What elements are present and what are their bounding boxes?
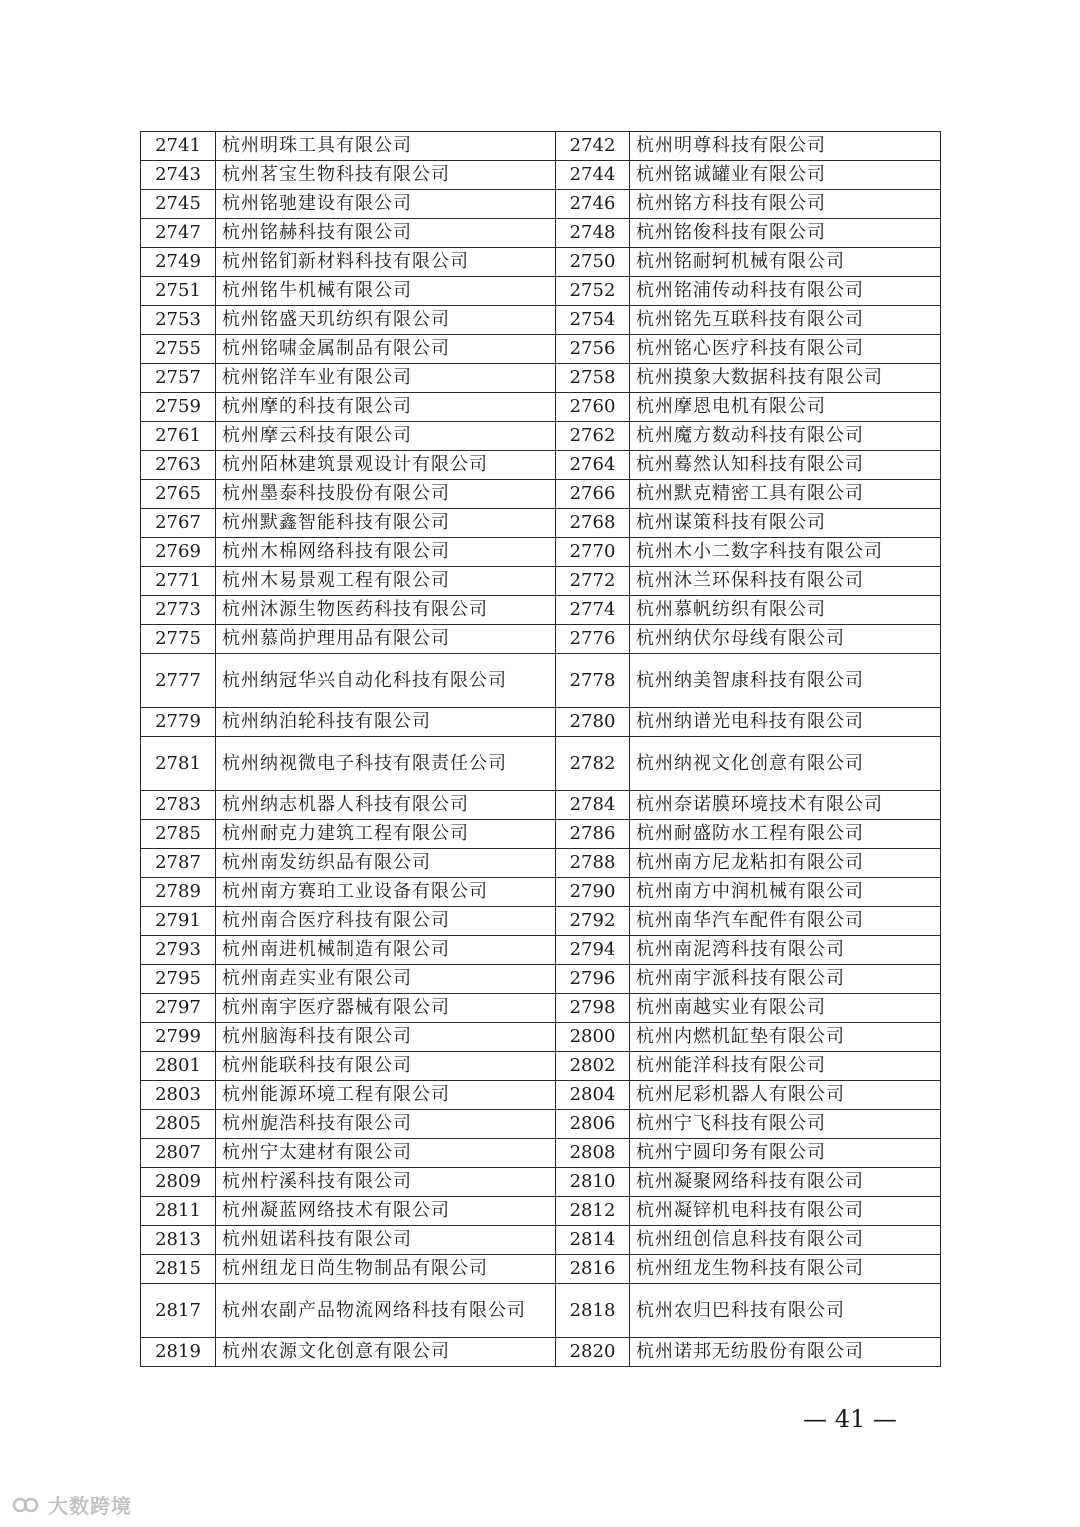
serial-number-cell: 2778 [556, 654, 630, 708]
company-list-body [141, 132, 941, 1367]
company-name-cell: 杭州南进机械制造有限公司 [216, 936, 556, 965]
table-row [141, 335, 941, 364]
serial-number-cell: 2756 [556, 335, 630, 364]
table-row [141, 1338, 941, 1367]
serial-number-cell: 2815 [141, 1255, 216, 1284]
company-name-cell: 杭州铭钔新材料科技有限公司 [216, 248, 556, 277]
serial-number-cell: 2757 [141, 364, 216, 393]
page-number: — 41 — [803, 1405, 897, 1433]
company-name-cell: 杭州沐源生物医药科技有限公司 [216, 596, 556, 625]
table-row [141, 306, 941, 335]
serial-number-cell: 2763 [141, 451, 216, 480]
serial-number-cell: 2803 [141, 1081, 216, 1110]
company-name-cell: 杭州慕尚护理用品有限公司 [216, 625, 556, 654]
company-name-cell: 杭州南合医疗科技有限公司 [216, 907, 556, 936]
table-row [141, 161, 941, 190]
serial-number-cell: 2761 [141, 422, 216, 451]
company-name-cell: 杭州纽龙生物科技有限公司 [630, 1255, 941, 1284]
company-name-cell: 杭州凝聚网络科技有限公司 [630, 1168, 941, 1197]
table-row [141, 1139, 941, 1168]
table-row [141, 567, 941, 596]
company-name-cell: 杭州纽创信息科技有限公司 [630, 1226, 941, 1255]
table-row [141, 1052, 941, 1081]
company-name-cell: 杭州慕帆纺织有限公司 [630, 596, 941, 625]
company-name-cell: 杭州摩的科技有限公司 [216, 393, 556, 422]
table-row [141, 994, 941, 1023]
serial-number-cell: 2765 [141, 480, 216, 509]
serial-number-cell: 2752 [556, 277, 630, 306]
serial-number-cell: 2771 [141, 567, 216, 596]
company-name-cell: 杭州耐盛防水工程有限公司 [630, 820, 941, 849]
company-name-cell: 杭州默鑫智能科技有限公司 [216, 509, 556, 538]
serial-number-cell: 2746 [556, 190, 630, 219]
company-name-cell: 杭州木棉网络科技有限公司 [216, 538, 556, 567]
company-name-cell: 杭州内燃机缸垫有限公司 [630, 1023, 941, 1052]
company-name-cell: 杭州纳视微电子科技有限责任公司 [216, 737, 556, 791]
serial-number-cell: 2767 [141, 509, 216, 538]
table-row [141, 820, 941, 849]
serial-number-cell: 2755 [141, 335, 216, 364]
serial-number-cell: 2793 [141, 936, 216, 965]
serial-number-cell: 2782 [556, 737, 630, 791]
serial-number-cell: 2789 [141, 878, 216, 907]
serial-number-cell: 2764 [556, 451, 630, 480]
table-row [141, 654, 941, 708]
serial-number-cell: 2745 [141, 190, 216, 219]
company-name-cell: 杭州铭耐轲机械有限公司 [630, 248, 941, 277]
serial-number-cell: 2774 [556, 596, 630, 625]
company-name-cell: 杭州农归巴科技有限公司 [630, 1284, 941, 1338]
company-name-cell: 杭州纳美智康科技有限公司 [630, 654, 941, 708]
serial-number-cell: 2817 [141, 1284, 216, 1338]
serial-number-cell: 2762 [556, 422, 630, 451]
table-row [141, 364, 941, 393]
serial-number-cell: 2769 [141, 538, 216, 567]
company-name-cell: 杭州耐克力建筑工程有限公司 [216, 820, 556, 849]
serial-number-cell: 2758 [556, 364, 630, 393]
serial-number-cell: 2742 [556, 132, 630, 161]
company-name-cell: 杭州尼彩机器人有限公司 [630, 1081, 941, 1110]
serial-number-cell: 2790 [556, 878, 630, 907]
serial-number-cell: 2786 [556, 820, 630, 849]
company-name-cell: 杭州纳视文化创意有限公司 [630, 737, 941, 791]
company-name-cell: 杭州摩云科技有限公司 [216, 422, 556, 451]
table-row [141, 1226, 941, 1255]
serial-number-cell: 2768 [556, 509, 630, 538]
company-name-cell: 杭州纽龙日尚生物制品有限公司 [216, 1255, 556, 1284]
serial-number-cell: 2794 [556, 936, 630, 965]
company-name-cell: 杭州宁太建材有限公司 [216, 1139, 556, 1168]
company-name-cell: 杭州铭洋车业有限公司 [216, 364, 556, 393]
serial-number-cell: 2797 [141, 994, 216, 1023]
serial-number-cell: 2812 [556, 1197, 630, 1226]
serial-number-cell: 2760 [556, 393, 630, 422]
company-name-cell: 杭州木易景观工程有限公司 [216, 567, 556, 596]
company-name-cell: 杭州沐兰环保科技有限公司 [630, 567, 941, 596]
serial-number-cell: 2800 [556, 1023, 630, 1052]
serial-number-cell: 2751 [141, 277, 216, 306]
company-name-cell: 杭州南宇派科技有限公司 [630, 965, 941, 994]
company-name-cell: 杭州南方尼龙粘扣有限公司 [630, 849, 941, 878]
table-row [141, 190, 941, 219]
serial-number-cell: 2747 [141, 219, 216, 248]
table-row [141, 791, 941, 820]
serial-number-cell: 2820 [556, 1338, 630, 1367]
company-name-cell: 杭州南泥湾科技有限公司 [630, 936, 941, 965]
table-row [141, 393, 941, 422]
serial-number-cell: 2811 [141, 1197, 216, 1226]
company-name-cell: 杭州南发纺织品有限公司 [216, 849, 556, 878]
company-name-cell: 杭州茗宝生物科技有限公司 [216, 161, 556, 190]
company-name-cell: 杭州南方中润机械有限公司 [630, 878, 941, 907]
table-row [141, 277, 941, 306]
table-row [141, 1081, 941, 1110]
company-name-cell: 杭州妞诺科技有限公司 [216, 1226, 556, 1255]
serial-number-cell: 2749 [141, 248, 216, 277]
table-row [141, 480, 941, 509]
table-row [141, 878, 941, 907]
serial-number-cell: 2792 [556, 907, 630, 936]
company-name-cell: 杭州摸象大数据科技有限公司 [630, 364, 941, 393]
company-name-cell: 杭州宁圆印务有限公司 [630, 1139, 941, 1168]
serial-number-cell: 2753 [141, 306, 216, 335]
serial-number-cell: 2818 [556, 1284, 630, 1338]
serial-number-cell: 2770 [556, 538, 630, 567]
company-name-cell: 杭州奈诺膜环境技术有限公司 [630, 791, 941, 820]
table-row [141, 907, 941, 936]
table-row [141, 708, 941, 737]
company-name-cell: 杭州能联科技有限公司 [216, 1052, 556, 1081]
company-name-cell: 杭州南方赛珀工业设备有限公司 [216, 878, 556, 907]
company-name-cell: 杭州陌林建筑景观设计有限公司 [216, 451, 556, 480]
company-name-cell: 杭州纳冠华兴自动化科技有限公司 [216, 654, 556, 708]
company-name-cell: 杭州农副产品物流网络科技有限公司 [216, 1284, 556, 1338]
table-row [141, 737, 941, 791]
serial-number-cell: 2779 [141, 708, 216, 737]
company-name-cell: 杭州旎浩科技有限公司 [216, 1110, 556, 1139]
company-name-cell: 杭州铭方科技有限公司 [630, 190, 941, 219]
table-row [141, 248, 941, 277]
table-row [141, 1255, 941, 1284]
serial-number-cell: 2773 [141, 596, 216, 625]
table-row [141, 132, 941, 161]
watermark-text: 大数跨境 [48, 1494, 132, 1518]
company-name-cell: 杭州铭先互联科技有限公司 [630, 306, 941, 335]
table-row [141, 509, 941, 538]
company-name-cell: 杭州能源环境工程有限公司 [216, 1081, 556, 1110]
serial-number-cell: 2775 [141, 625, 216, 654]
serial-number-cell: 2766 [556, 480, 630, 509]
company-name-cell: 杭州蓦然认知科技有限公司 [630, 451, 941, 480]
serial-number-cell: 2783 [141, 791, 216, 820]
company-name-cell: 杭州墨泰科技股份有限公司 [216, 480, 556, 509]
company-name-cell: 杭州铭驰建设有限公司 [216, 190, 556, 219]
company-name-cell: 杭州南华汽车配件有限公司 [630, 907, 941, 936]
serial-number-cell: 2759 [141, 393, 216, 422]
serial-number-cell: 2780 [556, 708, 630, 737]
company-name-cell: 杭州脑海科技有限公司 [216, 1023, 556, 1052]
company-name-cell: 杭州铭牛机械有限公司 [216, 277, 556, 306]
company-name-cell: 杭州南垚实业有限公司 [216, 965, 556, 994]
serial-number-cell: 2748 [556, 219, 630, 248]
serial-number-cell: 2772 [556, 567, 630, 596]
serial-number-cell: 2744 [556, 161, 630, 190]
watermark [12, 1490, 132, 1519]
company-name-cell: 杭州农源文化创意有限公司 [216, 1338, 556, 1367]
serial-number-cell: 2788 [556, 849, 630, 878]
serial-number-cell: 2777 [141, 654, 216, 708]
table-row [141, 625, 941, 654]
table-row [141, 965, 941, 994]
company-name-cell: 杭州铭盛天玑纺织有限公司 [216, 306, 556, 335]
serial-number-cell: 2787 [141, 849, 216, 878]
table-row [141, 1284, 941, 1338]
company-name-cell: 杭州木小二数字科技有限公司 [630, 538, 941, 567]
company-name-cell: 杭州纳泊轮科技有限公司 [216, 708, 556, 737]
table-row [141, 596, 941, 625]
serial-number-cell: 2785 [141, 820, 216, 849]
serial-number-cell: 2814 [556, 1226, 630, 1255]
serial-number-cell: 2796 [556, 965, 630, 994]
serial-number-cell: 2743 [141, 161, 216, 190]
serial-number-cell: 2807 [141, 1139, 216, 1168]
table-row [141, 1197, 941, 1226]
serial-number-cell: 2805 [141, 1110, 216, 1139]
serial-number-cell: 2810 [556, 1168, 630, 1197]
table-row [141, 538, 941, 567]
company-name-cell: 杭州谋策科技有限公司 [630, 509, 941, 538]
serial-number-cell: 2816 [556, 1255, 630, 1284]
serial-number-cell: 2804 [556, 1081, 630, 1110]
serial-number-cell: 2819 [141, 1338, 216, 1367]
serial-number-cell: 2781 [141, 737, 216, 791]
table-row [141, 1110, 941, 1139]
table-row [141, 422, 941, 451]
watermark-logo-icon [12, 1493, 42, 1517]
company-name-cell: 杭州铭诚罐业有限公司 [630, 161, 941, 190]
serial-number-cell: 2791 [141, 907, 216, 936]
company-name-cell: 杭州南宇医疗器械有限公司 [216, 994, 556, 1023]
serial-number-cell: 2808 [556, 1139, 630, 1168]
serial-number-cell: 2806 [556, 1110, 630, 1139]
company-name-cell: 杭州纳谱光电科技有限公司 [630, 708, 941, 737]
serial-number-cell: 2802 [556, 1052, 630, 1081]
table-row [141, 936, 941, 965]
serial-number-cell: 2776 [556, 625, 630, 654]
company-name-cell: 杭州诺邦无纺股份有限公司 [630, 1338, 941, 1367]
serial-number-cell: 2754 [556, 306, 630, 335]
company-name-cell: 杭州魔方数动科技有限公司 [630, 422, 941, 451]
serial-number-cell: 2798 [556, 994, 630, 1023]
company-name-cell: 杭州铭俊科技有限公司 [630, 219, 941, 248]
company-name-cell: 杭州摩恩电机有限公司 [630, 393, 941, 422]
company-name-cell: 杭州宁飞科技有限公司 [630, 1110, 941, 1139]
table-row [141, 219, 941, 248]
company-name-cell: 杭州铭浦传动科技有限公司 [630, 277, 941, 306]
company-name-cell: 杭州凝蓝网络技术有限公司 [216, 1197, 556, 1226]
company-name-cell: 杭州凝锌机电科技有限公司 [630, 1197, 941, 1226]
company-name-cell: 杭州铭啸金属制品有限公司 [216, 335, 556, 364]
company-name-cell: 杭州柠溪科技有限公司 [216, 1168, 556, 1197]
company-name-cell: 杭州明珠工具有限公司 [216, 132, 556, 161]
serial-number-cell: 2741 [141, 132, 216, 161]
company-name-cell: 杭州纳志机器人科技有限公司 [216, 791, 556, 820]
company-name-cell: 杭州南越实业有限公司 [630, 994, 941, 1023]
serial-number-cell: 2799 [141, 1023, 216, 1052]
company-name-cell: 杭州纳伏尔母线有限公司 [630, 625, 941, 654]
company-name-cell: 杭州明尊科技有限公司 [630, 132, 941, 161]
serial-number-cell: 2813 [141, 1226, 216, 1255]
company-name-cell: 杭州铭赫科技有限公司 [216, 219, 556, 248]
company-list-table [140, 131, 941, 1367]
table-row [141, 1023, 941, 1052]
company-name-cell: 杭州能洋科技有限公司 [630, 1052, 941, 1081]
serial-number-cell: 2809 [141, 1168, 216, 1197]
serial-number-cell: 2784 [556, 791, 630, 820]
serial-number-cell: 2801 [141, 1052, 216, 1081]
table-row [141, 451, 941, 480]
serial-number-cell: 2795 [141, 965, 216, 994]
company-name-cell: 杭州默克精密工具有限公司 [630, 480, 941, 509]
table-row [141, 849, 941, 878]
company-name-cell: 杭州铭心医疗科技有限公司 [630, 335, 941, 364]
serial-number-cell: 2750 [556, 248, 630, 277]
table-row [141, 1168, 941, 1197]
